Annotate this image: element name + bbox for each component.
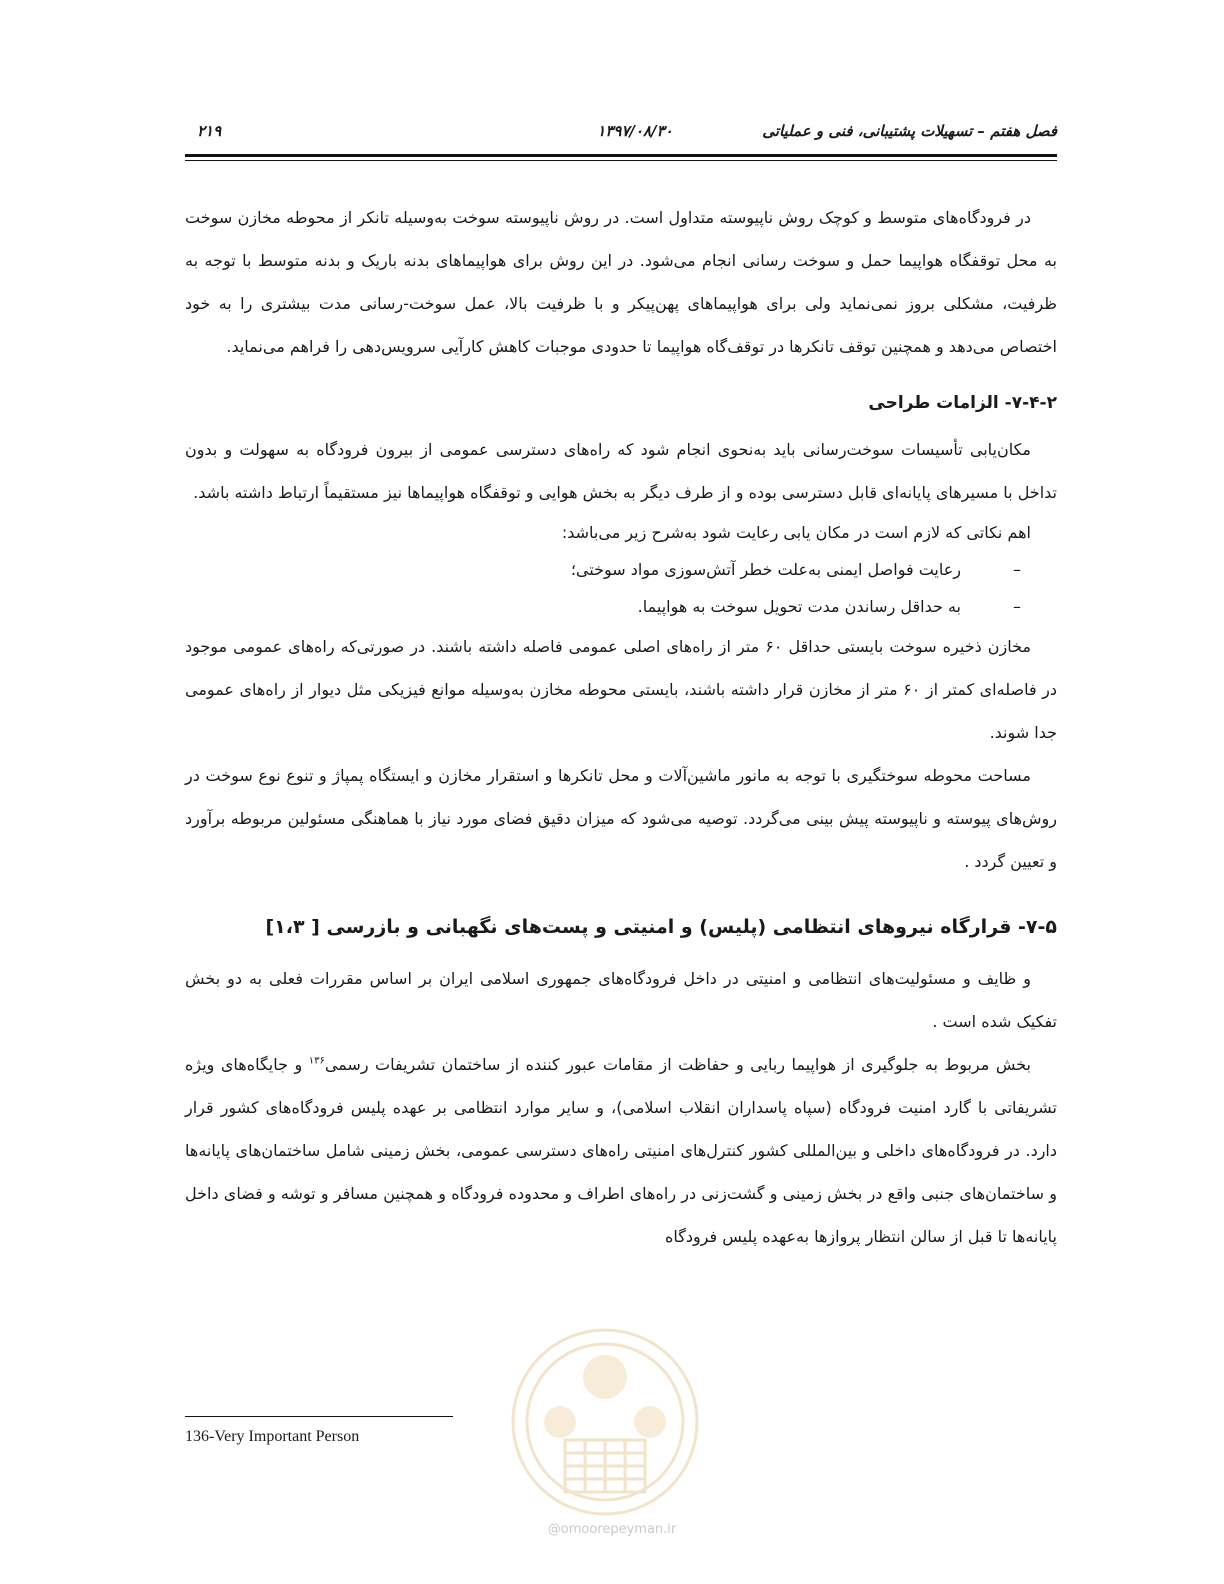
paragraph-police-duties xyxy=(185,1043,1057,1258)
footnote-reference[interactable]: ۱۳۶ xyxy=(308,1055,325,1067)
chapter-title: فصل هفتم – تسهیلات پشتیبانی، فنی و عملیاتی xyxy=(762,122,1057,140)
footnote-separator xyxy=(185,1416,453,1417)
list-intro: اهم نکاتی که لازم است در مکان یابی رعایت شود به‌شرح زیر می‌باشد: xyxy=(561,523,1031,542)
siting-points-list xyxy=(185,551,1057,625)
watermark-url: @omoorepeyman.ir xyxy=(547,1522,677,1537)
running-header xyxy=(185,118,1057,148)
header-date: ۱۳۹۷/۰۸/۳۰ xyxy=(597,122,673,140)
list-item xyxy=(185,551,1021,588)
header-rule-thick xyxy=(185,154,1057,157)
paragraph-siting: مکان‌یابی تأسیسات سوخت‌رسانی باید به‌نحوی انجام شود که راه‌های دسترسی عمومی از بیرون فرودگاه به سهولت و بدون تداخل با مسیرهای پایانه‌ای قابل دسترسی بوده و از طرف دیگر به بخش هوایی و توقفگاه هواپیماها نیز مستقیماً ارتباط داشته باشد. xyxy=(185,440,1057,502)
header-rule-thin xyxy=(185,160,1057,161)
page-number: ۲۱۹ xyxy=(197,122,222,140)
list-item xyxy=(185,588,1021,625)
section-heading-7-5: ۷-۵- قرارگاه نیروهای انتظامی (پلیس) و امنیتی و پست‌های نگهبانی و بازرسی [ ۱،۳] xyxy=(265,916,1057,938)
bullet-dash: – xyxy=(1013,560,1021,579)
paragraph-fueling-area: مساحت محوطه سوختگیری با توجه به مانور ماشین‌آلات و محل تانکرها و استقرار مخازن و ایستگاه پمپاژ و تنوع نوع سوخت در روش‌های پیوسته و ناپیوسته پیش بینی می‌گردد. توصیه می‌شود که میزان دقیق فضای مورد نیاز با هماهنگی مسئولین مربوطه برآورد و تعیین گردد . xyxy=(185,766,1057,871)
paragraph-text-start: بخش مربوط به جلوگیری از هواپیما ربایی و حفاظت از مقامات عبور کننده از ساختمان تشریفات رسمی xyxy=(324,1055,1031,1074)
footnote-136: 136-Very Important Person xyxy=(185,1428,360,1445)
seal-logo-icon xyxy=(505,1322,705,1522)
bullet-dash: – xyxy=(1013,597,1021,616)
paragraph-text-end: و جایگاه‌های ویژه تشریفاتی با گارد امنیت فرودگاه (سپاه پاسداران انقلاب اسلامی)، و سایر موارد انتظامی بر عهده پلیس فرودگاه‌های کشور قرار دارد. در فرودگاه‌های داخلی و بین‌المللی کشور کنترل‌های امنیتی راه‌های دسترسی عمومی، بخش زمینی شامل ساختمان‌های پایانه‌ها و ساختمان‌های جنبی واقع در بخش زمینی و گشت‌زنی در راه‌های اطراف و محدوده فرودگاه و همچنین مسافر و توشه و فضای داخل پایانه‌ها تا قبل از سالن انتظار پروازها به‌عهده پلیس فرودگاه xyxy=(185,1055,1057,1246)
list-item-text: رعایت فواصل ایمنی به‌علت خطر آتش‌سوزی مواد سوختی؛ xyxy=(570,560,961,579)
paragraph-fuel-methods: در فرودگاه‌های متوسط و کوچک روش ناپیوسته متداول است. در روش ناپیوسته سوخت به‌وسیله تانکر از محوطه مخازن سوخت به محل توقفگاه هواپیما حمل و سوخت رسانی انجام می‌شود. در این روش برای هواپیماهای بدنه باریک و بدنه متوسط با توجه به ظرفیت، مشکلی بروز نمی‌نماید ولی برای هواپیماهای پهن‌پیکر و با ظرفیت بالا، عمل سوخت-رسانی مدت بیشتری را به خود اختصاص می‌دهد و همچنین توقف تانکرها در توقف‌گاه هواپیما تا حدودی موجبات کاهش کارآیی سرویس‌دهی را فراهم می‌نماید. xyxy=(185,208,1057,356)
list-item-text: به حداقل رساندن مدت تحویل سوخت به هواپیما. xyxy=(637,597,961,616)
section-heading-7-4-2: ۷-۴-۲- الزامات طراحی xyxy=(868,393,1057,413)
paragraph-tank-distance: مخازن ذخیره سوخت بایستی حداقل ۶۰ متر از راه‌های اصلی عمومی فاصله داشته باشند. در صورتی‌که راه‌های عمومی موجود در فاصله‌ای کمتر از ۶۰ متر از مخازن قرار داشته باشند، بایستی محوطه مخازن به‌وسیله موانع فیزیکی مثل دیوار از راه‌های عمومی جدا شوند. xyxy=(185,637,1057,742)
paragraph-security-duties: و ظایف و مسئولیت‌های انتظامی و امنیتی در داخل فرودگاه‌های جمهوری اسلامی ایران بر اساس مقررات فعلی به دو بخش تفکیک شده است . xyxy=(185,969,1057,1031)
body-text xyxy=(185,196,1057,1258)
